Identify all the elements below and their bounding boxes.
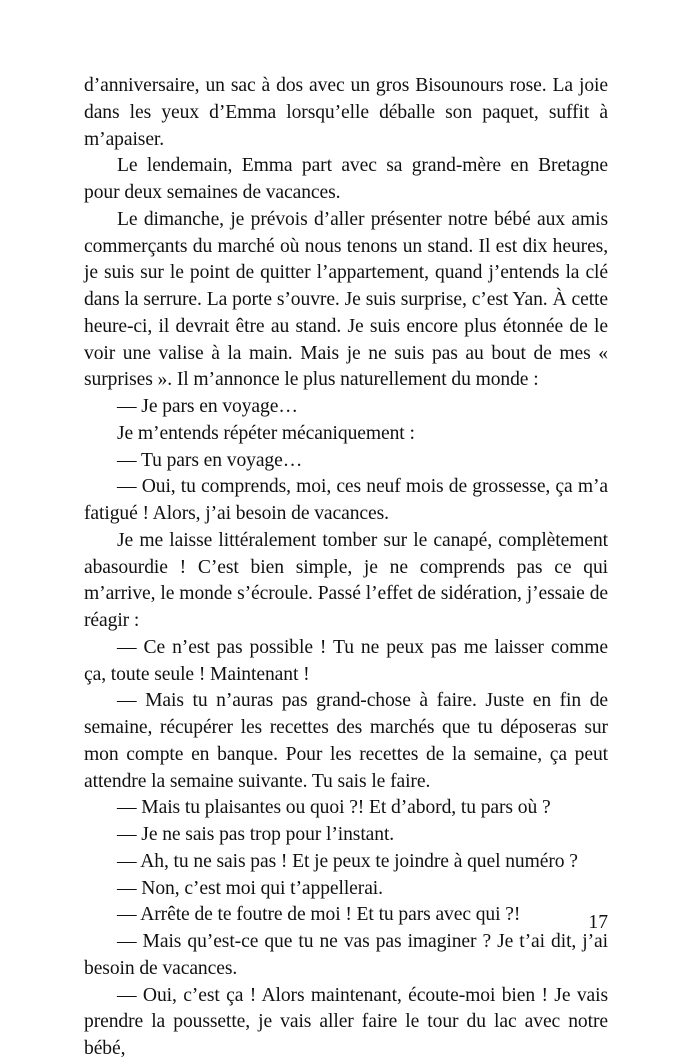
paragraph-5: Je m’entends répéter mécaniquement : <box>117 422 415 444</box>
dialogue-line-8: — Ah, tu ne sais pas ! Et je peux te joindre à quel numéro ? <box>117 850 578 872</box>
paragraph-1: d’anniversaire, un sac à dos avec un gros Bisounours rose. La joie dans les yeux d’Emma lorsqu’elle déballe son paquet, suffit à m’apaiser. <box>84 75 608 150</box>
dialogue-line-6: — Mais tu plaisantes ou quoi ?! Et d’abord, tu pars où ? <box>117 797 551 819</box>
dialogue-line-1: — Je pars en voyage… <box>117 396 298 417</box>
dialogue-line-5: — Mais tu n’auras pas grand-chose à faire. Juste en fin de semaine, récupérer les recettes des marchés que tu déposeras sur mon compte en banque. Pour les recettes de la semaine, ça peut attendre la semaine suivante. Tu sais le faire. <box>84 690 608 792</box>
paragraph-2: Le lendemain, Emma part avec sa grand-mère en Bretagne pour deux semaines de vacances. <box>84 155 608 203</box>
dialogue-line-12: — Oui, c’est ça ! Alors maintenant, écoute-moi bien ! Je vais prendre la poussette, je vais aller faire le tour du lac avec notre bébé, <box>84 984 608 1059</box>
paragraph-8: Je me laisse littéralement tomber sur le canapé, complètement abasourdie ! C’est bien simple, je ne comprends pas ce qui m’arrive, le monde s’écroule. Passé l’effet de sidération, j’essaie de réagir : <box>84 529 608 631</box>
dialogue-line-3: — Oui, tu comprends, moi, ces neuf mois de grossesse, ça m’a fatigué ! Alors, j’ai besoin de vacances. <box>84 476 608 524</box>
paragraph-3: Le dimanche, je prévois d’aller présenter notre bébé aux amis commerçants du marché où nous tenons un stand. Il est dix heures, je suis sur le point de quitter l’appartement, quand j’entends la clé dans la serrure. La porte s’ouvre. Je suis surprise, c’est Yan. À cette heure-ci, il devrait être au stand. Je suis encore plus étonnée de le voir une valise à la main. Mais je ne suis pas au bout de mes « surprises ». Il m’annonce le plus naturellement du monde : <box>84 208 608 391</box>
dialogue-line-7: — Je ne sais pas trop pour l’instant. <box>117 824 395 845</box>
page-number: 17 <box>588 912 608 933</box>
dialogue-line-2: — Tu pars en voyage… <box>117 449 303 471</box>
dialogue-line-4: — Ce n’est pas possible ! Tu ne peux pas me laisser comme ça, toute seule ! Maintenant ! <box>84 636 608 685</box>
dialogue-line-10: — Arrête de te foutre de moi ! Et tu pars avec qui ?! <box>117 904 521 926</box>
body-text <box>84 73 608 1063</box>
dialogue-line-9: — Non, c’est moi qui t’appellerai. <box>117 877 383 899</box>
dialogue-line-11: — Mais qu’est-ce que tu ne vas pas imaginer ? Je t’ai dit, j’ai besoin de vacances. <box>84 931 608 979</box>
